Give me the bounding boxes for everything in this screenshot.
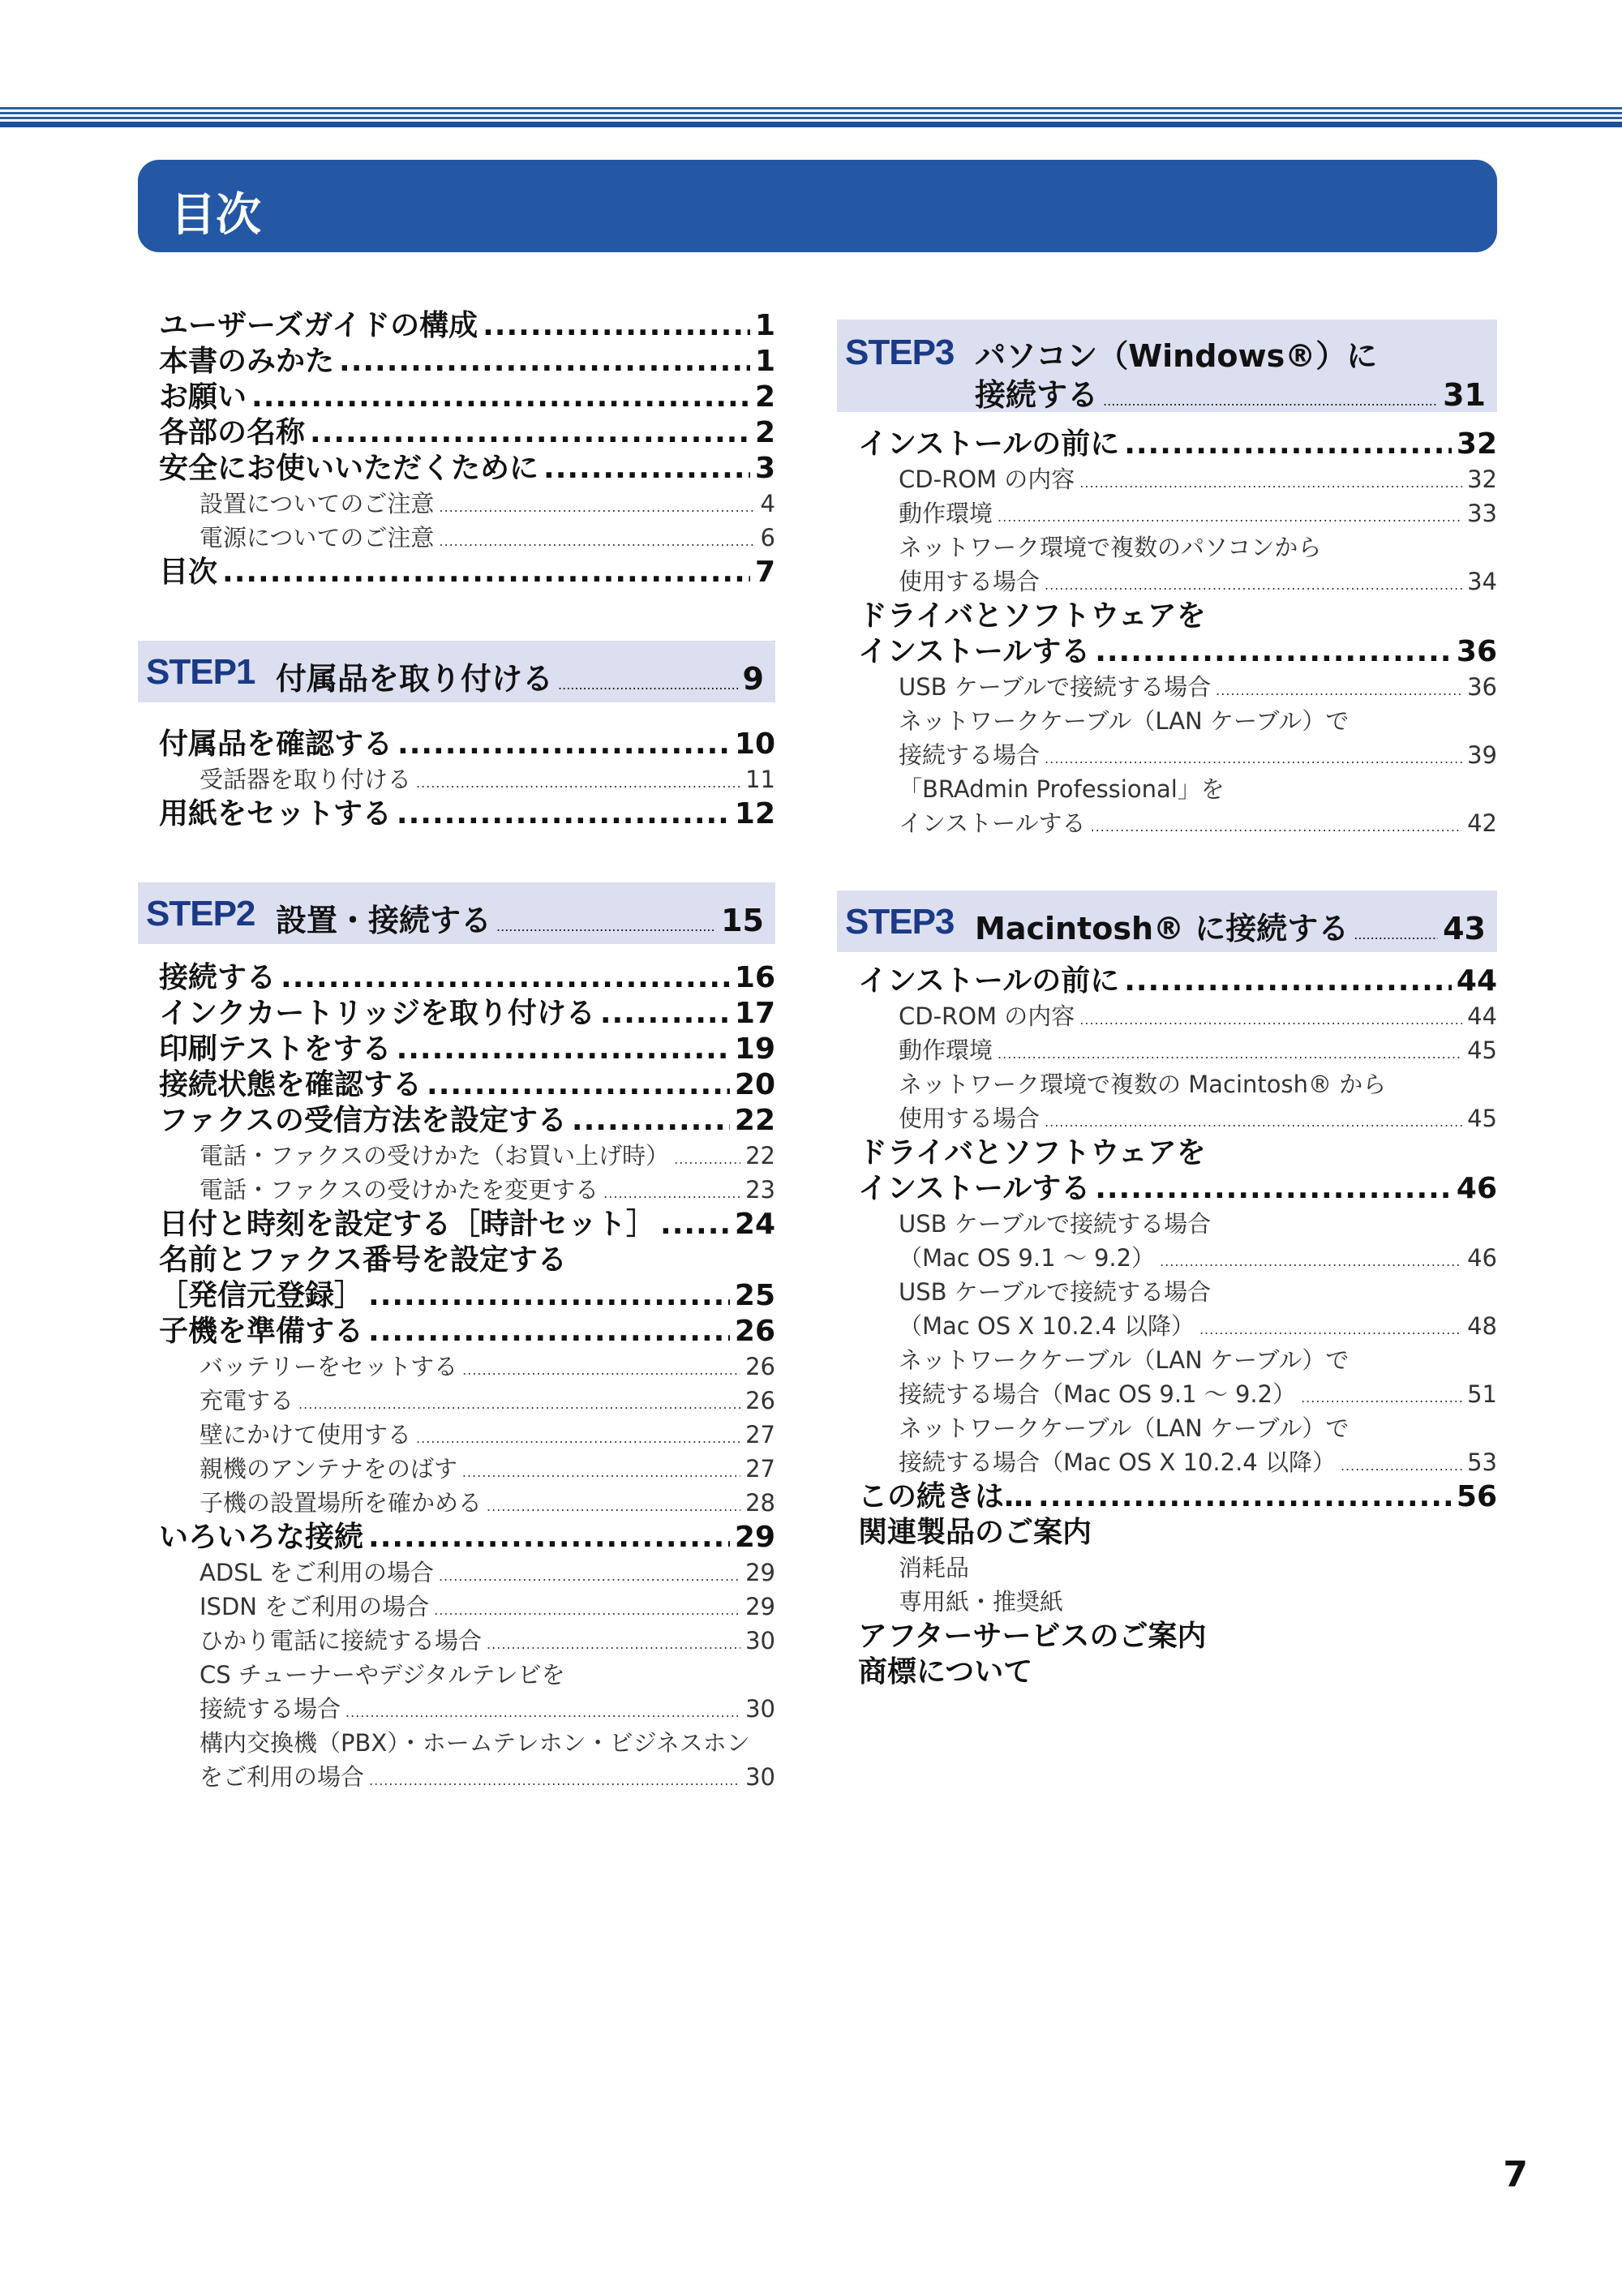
step1-header — [138, 641, 775, 702]
dot-leader — [368, 1520, 730, 1556]
toc-subentry[interactable] — [837, 462, 1497, 496]
step3-windows-label: STEP3 — [845, 333, 955, 372]
toc-entry-page: 26 — [734, 1315, 775, 1348]
toc-subentry[interactable] — [159, 1692, 775, 1726]
step3-mac-title: Macintosh® に接続する — [975, 911, 1350, 946]
dot-leader — [310, 415, 750, 451]
toc-subentry[interactable]: 消耗品 — [899, 1554, 970, 1581]
toc-entry-page: 44 — [1456, 964, 1497, 998]
toc-entry-title: 接続する場合 — [899, 741, 1041, 769]
toc-entry-title: インクカートリッジを取り付ける — [159, 997, 595, 1030]
toc-subentry[interactable] — [837, 1241, 1497, 1275]
toc-entry[interactable] — [837, 963, 1497, 999]
step1-title-entry[interactable] — [276, 654, 764, 698]
toc-entry[interactable]: 商標について — [858, 1655, 1033, 1689]
toc-entry-title: ［発信元登録］ — [159, 1279, 364, 1312]
toc-entry[interactable]: アフターサービスのご案内 — [858, 1620, 1207, 1653]
step3-mac-label: STEP3 — [845, 902, 955, 942]
toc-entry[interactable] — [159, 960, 775, 996]
toc-entry[interactable] — [159, 796, 775, 832]
dot-leader — [1091, 810, 1463, 844]
toc-subentry[interactable] — [159, 762, 775, 796]
toc-entry-title: ISDN をご利用の場合 — [200, 1593, 430, 1620]
toc-entry[interactable] — [837, 1479, 1497, 1515]
toc-entry-title: この続きは… — [858, 1480, 1034, 1513]
toc-entry-page: 39 — [1467, 741, 1497, 769]
dot-leader — [1095, 634, 1452, 670]
toc-subentry[interactable]: ネットワーク環境で複数のパソコンから — [899, 534, 1322, 561]
toc-entry[interactable] — [159, 996, 775, 1032]
dot-leader — [439, 525, 755, 559]
dot-leader — [572, 1103, 730, 1139]
toc-entry-page: 45 — [1467, 1036, 1497, 1064]
toc-entry-page: 26 — [745, 1353, 775, 1380]
dot-leader — [369, 1764, 740, 1798]
dot-leader — [462, 1354, 740, 1388]
toc-entry-title: 接続状態を確認する — [159, 1068, 423, 1101]
toc-entry-page: 48 — [1467, 1312, 1497, 1340]
dot-leader — [1045, 742, 1462, 776]
toc-entry-title: バッテリーをセットする — [200, 1353, 458, 1380]
dot-leader — [660, 1207, 730, 1242]
toc-entry-page: 51 — [1467, 1380, 1497, 1408]
toc-entry-page: 30 — [745, 1627, 775, 1654]
dot-leader — [345, 1696, 740, 1730]
step1-label: STEP1 — [146, 652, 255, 692]
toc-entry-page: 53 — [1467, 1448, 1497, 1476]
dot-leader — [1079, 466, 1462, 500]
dot-leader — [298, 1388, 740, 1422]
step2-entries — [159, 960, 775, 1794]
toc-subentry[interactable] — [837, 670, 1497, 704]
toc-subentry[interactable]: ネットワークケーブル（LAN ケーブル）で — [899, 1414, 1350, 1442]
toc-entry-title: ADSL をご利用の場合 — [200, 1559, 434, 1586]
step2-page: 15 — [721, 903, 764, 938]
toc-entry[interactable] — [159, 1207, 775, 1242]
toc-entry-page: 29 — [745, 1593, 775, 1620]
step1-entries — [159, 727, 775, 832]
toc-subentry[interactable] — [159, 1139, 775, 1173]
toc-entry-title: 電話・ファクスの受けかたを変更する — [200, 1176, 599, 1204]
toc-subentry[interactable] — [159, 1760, 775, 1794]
toc-subentry[interactable] — [837, 496, 1497, 530]
toc-entry[interactable]: ドライバとソフトウェアを — [858, 599, 1206, 633]
toc-entry-title: 受話器を取り付ける — [200, 766, 412, 793]
dot-leader — [251, 380, 750, 415]
dot-leader — [1038, 1479, 1452, 1515]
toc-entry-title: 子機の設置場所を確かめる — [200, 1489, 483, 1517]
toc-entry-page: 45 — [1467, 1105, 1497, 1132]
toc-entry[interactable]: 関連製品のご案内 — [858, 1516, 1092, 1549]
toc-entry-title: をご利用の場合 — [200, 1763, 365, 1791]
step3-windows-entries — [837, 427, 1497, 840]
toc-subentry[interactable] — [837, 738, 1497, 772]
toc-entry-title: いろいろな接続 — [159, 1521, 364, 1554]
toc-subentry[interactable] — [837, 806, 1497, 840]
dot-leader — [483, 308, 750, 344]
toc-entry[interactable] — [159, 1032, 775, 1067]
dot-leader — [487, 1490, 740, 1524]
toc-subentry[interactable] — [837, 1309, 1497, 1343]
toc-entry-title: 電話・ファクスの受けかた（お買い上げ時） — [200, 1142, 670, 1169]
toc-entry[interactable] — [159, 1520, 775, 1556]
toc-entry-title: インストールする — [858, 635, 1091, 668]
toc-entry-title: ユーザーズガイドの構成 — [159, 309, 478, 342]
dot-leader — [1160, 1245, 1462, 1279]
toc-entry-title: （Mac OS X 10.2.4 以降） — [899, 1312, 1195, 1340]
toc-entry-page: 32 — [1456, 427, 1497, 461]
toc-subentry[interactable] — [837, 564, 1497, 599]
toc-entry-title: インストールする — [899, 809, 1086, 837]
toc-entry-page: 7 — [754, 556, 775, 589]
toc-right-column — [837, 320, 1497, 1690]
dot-leader — [1124, 963, 1452, 999]
toc-entry[interactable] — [159, 415, 775, 451]
toc-front-section — [159, 308, 775, 590]
toc-entry-page: 20 — [734, 1068, 775, 1101]
step3-mac-title-entry[interactable] — [975, 903, 1486, 948]
toc-entry-title: 電源についてのご注意 — [200, 524, 435, 551]
dot-leader — [1341, 1449, 1462, 1483]
toc-entry-page: 56 — [1456, 1480, 1497, 1513]
step2-header — [138, 882, 775, 944]
toc-entry-title: 各部の名称 — [159, 416, 306, 449]
step2-label: STEP2 — [146, 894, 255, 933]
toc-entry-title: 充電する — [200, 1387, 294, 1414]
toc-entry-title: 動作環境 — [899, 500, 993, 527]
toc-entry-title: 本書のみかた — [159, 345, 335, 378]
toc-entry-page: 1 — [754, 345, 775, 378]
toc-entry-title: 親機のアンテナをのばす — [200, 1455, 457, 1483]
toc-subentry[interactable] — [159, 1486, 775, 1520]
toc-entry-page: 3 — [754, 452, 775, 485]
toc-subentry[interactable]: 専用紙・推奨紙 — [899, 1588, 1064, 1616]
toc-entry[interactable] — [159, 727, 775, 762]
dot-leader — [1045, 1105, 1462, 1139]
toc-subentry[interactable] — [159, 1350, 775, 1384]
toc-subentry[interactable] — [159, 521, 775, 555]
toc-entry-title: お願い — [159, 380, 247, 414]
step1-page: 9 — [742, 661, 764, 697]
dot-leader — [397, 727, 730, 762]
toc-entry-page: 22 — [745, 1142, 775, 1169]
toc-entry-title: ひかり電話に接続する場合 — [200, 1627, 483, 1654]
toc-entry-page: 32 — [1467, 466, 1497, 493]
page-number: 7 — [1503, 2154, 1528, 2195]
toc-entry-title: 使用する場合 — [899, 568, 1041, 595]
toc-entry-page: 4 — [760, 490, 775, 517]
toc-entry-title: 安全にお使いいただくために — [159, 452, 539, 485]
dot-leader — [998, 1037, 1462, 1071]
dot-leader — [1216, 674, 1462, 708]
toc-entry[interactable] — [159, 344, 775, 380]
toc-entry-title: 接続する場合（Mac OS X 10.2.4 以降） — [899, 1448, 1336, 1476]
toc-subentry[interactable] — [159, 487, 775, 521]
toc-entry-page: 44 — [1467, 1002, 1497, 1030]
dot-leader — [1124, 427, 1452, 462]
dot-leader — [603, 1177, 740, 1211]
dot-leader — [462, 1456, 740, 1490]
toc-entry-page: 11 — [745, 766, 775, 793]
toc-subentry[interactable]: CS チューナーやデジタルテレビを — [200, 1661, 565, 1689]
dot-leader — [1079, 1003, 1462, 1037]
toc-entry-title: 接続する場合（Mac OS 9.1 ～ 9.2） — [899, 1380, 1297, 1408]
toc-subentry[interactable]: 「BRAdmin Professional」を — [899, 775, 1225, 803]
toc-entry-page: 23 — [745, 1176, 775, 1204]
toc-entry-page: 19 — [734, 1032, 775, 1066]
toc-entry-page: 24 — [734, 1208, 775, 1241]
toc-entry-page: 10 — [734, 727, 775, 761]
dot-leader — [339, 344, 750, 380]
toc-entry-title: 設置についてのご注意 — [200, 490, 435, 517]
toc-entry-page: 26 — [745, 1387, 775, 1414]
dot-leader — [439, 491, 755, 525]
toc-entry[interactable] — [159, 1278, 775, 1314]
toc-entry-title: インストールの前に — [858, 427, 1120, 461]
toc-entry-title: CD-ROM の内容 — [899, 466, 1075, 493]
toc-entry-page: 33 — [1467, 500, 1497, 527]
toc-entry[interactable]: ドライバとソフトウェアを — [858, 1136, 1206, 1169]
toc-entry-page: 16 — [734, 961, 775, 994]
toc-entry-title: 使用する場合 — [899, 1105, 1041, 1132]
toc-entry-title: 付属品を確認する — [159, 727, 393, 761]
toc-entry-page: 12 — [734, 797, 775, 830]
toc-subentry[interactable]: USB ケーブルで接続する場合 — [899, 1210, 1212, 1238]
step2-title: 設置・接続する — [276, 903, 492, 938]
toc-entry-page: 17 — [734, 997, 775, 1030]
toc-entry[interactable] — [159, 1067, 775, 1103]
toc-entry-page: 34 — [1467, 568, 1497, 595]
toc-entry[interactable] — [159, 451, 775, 487]
dot-leader — [368, 1314, 730, 1350]
toc-entry-page: 28 — [745, 1489, 775, 1517]
toc-subentry[interactable] — [159, 1556, 775, 1590]
dot-leader — [434, 1594, 740, 1628]
toc-subentry[interactable] — [837, 1445, 1497, 1479]
dot-leader — [1095, 1171, 1452, 1207]
dot-leader — [281, 960, 730, 996]
title-banner — [138, 160, 1497, 252]
dot-leader — [998, 500, 1462, 534]
toc-entry-page: 30 — [745, 1763, 775, 1791]
toc-entry-page: 25 — [734, 1279, 775, 1312]
step3-windows-header — [837, 320, 1497, 412]
toc-entry-page: 2 — [754, 416, 775, 449]
dot-leader — [368, 1278, 730, 1314]
toc-entry-page: 27 — [745, 1455, 775, 1483]
toc-entry-title: 用紙をセットする — [159, 797, 392, 830]
dot-leader — [1301, 1381, 1462, 1415]
step3-windows-title-entry[interactable] — [975, 370, 1486, 414]
toc-entry-title: USB ケーブルで接続する場合 — [899, 673, 1212, 701]
dot-leader — [222, 555, 750, 590]
toc-subentry[interactable] — [159, 1418, 775, 1452]
toc-subentry[interactable] — [159, 1452, 775, 1486]
toc-entry[interactable]: 名前とファクス番号を設定する — [159, 1243, 567, 1277]
toc-subentry[interactable] — [159, 1384, 775, 1418]
toc-entry[interactable] — [159, 1103, 775, 1139]
toc-entry[interactable] — [837, 427, 1497, 462]
toc-entry-title: （Mac OS 9.1 ～ 9.2） — [899, 1244, 1156, 1272]
toc-entry-title: 目次 — [159, 556, 218, 589]
step3-mac-entries — [837, 963, 1497, 1690]
toc-subentry[interactable]: USB ケーブルで接続する場合 — [899, 1278, 1212, 1306]
toc-subentry[interactable] — [837, 1033, 1497, 1067]
toc-entry-title: 接続する — [159, 961, 277, 994]
toc-entry[interactable] — [159, 1314, 775, 1350]
toc-entry[interactable] — [159, 555, 775, 590]
toc-entry-page: 46 — [1467, 1244, 1497, 1272]
dot-leader — [543, 451, 750, 487]
toc-entry-page: 36 — [1467, 673, 1497, 701]
toc-entry-page: 27 — [745, 1421, 775, 1448]
toc-entry-page: 29 — [745, 1559, 775, 1586]
toc-subentry[interactable] — [837, 999, 1497, 1033]
toc-entry-title: インストールの前に — [858, 964, 1120, 998]
toc-subentry[interactable] — [837, 1377, 1497, 1411]
toc-entry-title: 壁にかけて使用する — [200, 1421, 412, 1448]
page-title: 目次 — [170, 189, 261, 242]
toc-entry-page: 1 — [754, 309, 775, 342]
toc-entry-page: 6 — [760, 524, 775, 551]
toc-entry[interactable] — [837, 1171, 1497, 1207]
toc-entry-page: 29 — [734, 1521, 775, 1554]
toc-entry-page: 46 — [1456, 1172, 1497, 1205]
toc-entry-title: インストールする — [858, 1172, 1091, 1205]
toc-subentry[interactable]: ネットワークケーブル（LAN ケーブル）で — [899, 1346, 1350, 1374]
toc-left-column — [146, 308, 775, 1794]
step2-title-entry[interactable] — [276, 895, 764, 940]
step3-mac-header — [837, 891, 1497, 952]
dot-leader — [427, 1067, 730, 1103]
toc-entry[interactable] — [159, 308, 775, 344]
toc-subentry[interactable] — [159, 1590, 775, 1624]
dot-leader — [397, 1032, 730, 1067]
dot-leader — [487, 1628, 740, 1662]
dot-leader — [600, 996, 730, 1032]
dot-leader — [416, 766, 740, 800]
step3-windows-title-line2: 接続する — [975, 377, 1099, 413]
toc-entry-title: 子機を準備する — [159, 1315, 364, 1348]
toc-entry[interactable] — [159, 380, 775, 415]
toc-entry-title: CD-ROM の内容 — [899, 1002, 1075, 1030]
header-rules — [0, 107, 1622, 130]
toc-entry-page: 2 — [754, 380, 775, 414]
toc-subentry[interactable] — [159, 1624, 775, 1658]
toc-entry-title: 動作環境 — [899, 1036, 993, 1064]
dot-leader — [439, 1560, 740, 1594]
step3-windows-title-line1: パソコン（Windows®）に — [975, 338, 1378, 374]
toc-subentry[interactable] — [159, 1173, 775, 1207]
step1-title: 付属品を取り付ける — [276, 661, 554, 697]
toc-entry-page: 42 — [1467, 809, 1497, 837]
toc-entry-title: 印刷テストをする — [159, 1032, 392, 1066]
dot-leader — [1045, 569, 1462, 603]
step3-windows-page: 31 — [1443, 377, 1486, 413]
step3-mac-page: 43 — [1443, 911, 1486, 946]
toc-entry[interactable] — [837, 634, 1497, 670]
toc-entry-title: ファクスの受信方法を設定する — [159, 1104, 567, 1137]
dot-leader — [1199, 1313, 1462, 1347]
dot-leader — [416, 1422, 740, 1456]
toc-entry-page: 22 — [734, 1104, 775, 1137]
toc-subentry[interactable]: ネットワーク環境で複数の Macintosh® から — [899, 1071, 1387, 1098]
toc-entry-page: 36 — [1456, 635, 1497, 668]
dot-leader — [397, 796, 730, 832]
toc-entry-title: 日付と時刻を設定する［時計セット］ — [159, 1208, 656, 1241]
dot-leader — [674, 1143, 740, 1177]
toc-entry-page: 30 — [745, 1695, 775, 1723]
toc-subentry[interactable]: 構内交換機（PBX）・ホームテレホン・ビジネスホン — [200, 1729, 750, 1757]
toc-subentry[interactable]: ネットワークケーブル（LAN ケーブル）で — [899, 707, 1350, 735]
toc-entry-title: 接続する場合 — [200, 1695, 341, 1723]
toc-subentry[interactable] — [837, 1101, 1497, 1135]
